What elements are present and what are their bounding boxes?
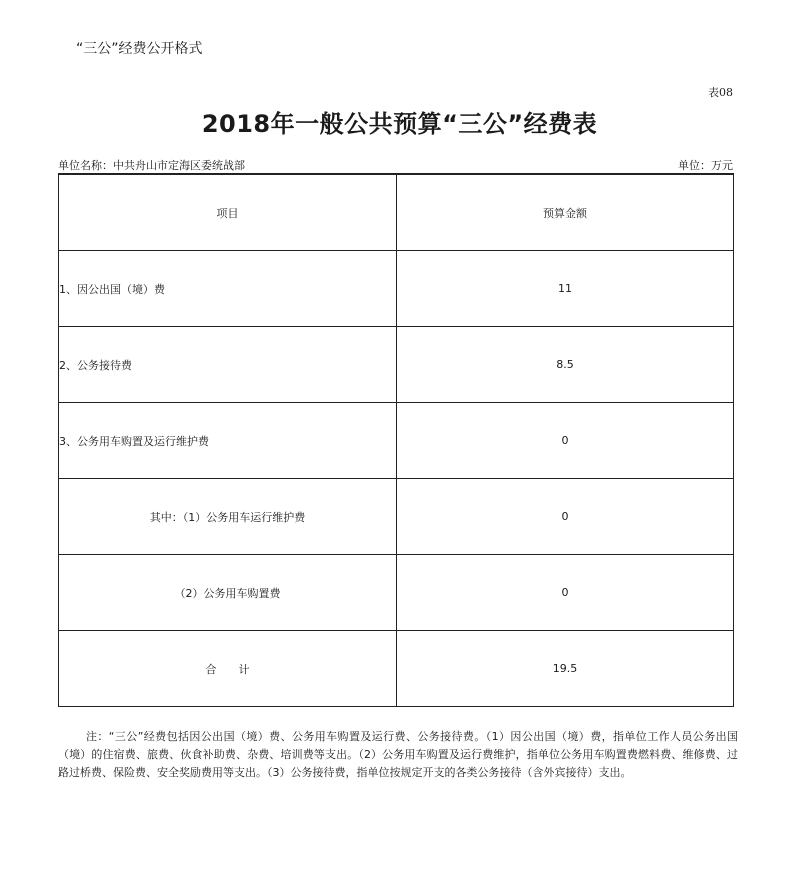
unit-label: 单位：万元 — [678, 159, 733, 172]
row-amount: 0 — [397, 479, 734, 555]
row-item: 1、因公出国（境）费 — [59, 251, 397, 327]
table-row — [59, 479, 734, 555]
unit-name: 单位名称：中共舟山市定海区委统战部 — [58, 159, 245, 172]
column-header-amount: 预算金额 — [397, 174, 734, 251]
row-item: 2、公务接待费 — [59, 327, 397, 403]
table-row — [59, 555, 734, 631]
table-row — [59, 327, 734, 403]
table-number: 表08 — [708, 86, 733, 99]
row-amount: 11 — [397, 251, 734, 327]
row-item: （2）公务用车购置费 — [59, 555, 397, 631]
column-header-item: 项目 — [59, 174, 397, 251]
table-total-row — [59, 631, 734, 707]
row-amount: 0 — [397, 555, 734, 631]
row-amount: 8.5 — [397, 327, 734, 403]
row-item: 其中：（1）公务用车运行维护费 — [59, 479, 397, 555]
format-label: “三公”经费公开格式 — [76, 41, 203, 57]
page-title: 2018年一般公共预算“三公”经费表 — [201, 110, 598, 138]
budget-table — [58, 173, 734, 707]
table-header-row — [59, 174, 734, 251]
total-label: 合 计 — [59, 631, 397, 707]
total-amount: 19.5 — [397, 631, 734, 707]
row-amount: 0 — [397, 403, 734, 479]
footnote: 注：“三公”经费包括因公出国（境）费、公务用车购置及运行费、公务接待费。（1）因公出国（境）费，指单位工作人员公务出国（境）的住宿费、旅费、伙食补助费、杂费、培训费等支出。（2）公务用车购置及运行费维护，指单位公务用车购置费燃料费、维修费、过路过桥费、保险费、安全奖励费用等支出。（3）公务接待费，指单位按规定开支的各类公务接待（含外宾接待）支出。 — [58, 730, 738, 779]
table-row — [59, 403, 734, 479]
table-row — [59, 251, 734, 327]
row-item: 3、公务用车购置及运行维护费 — [59, 403, 397, 479]
